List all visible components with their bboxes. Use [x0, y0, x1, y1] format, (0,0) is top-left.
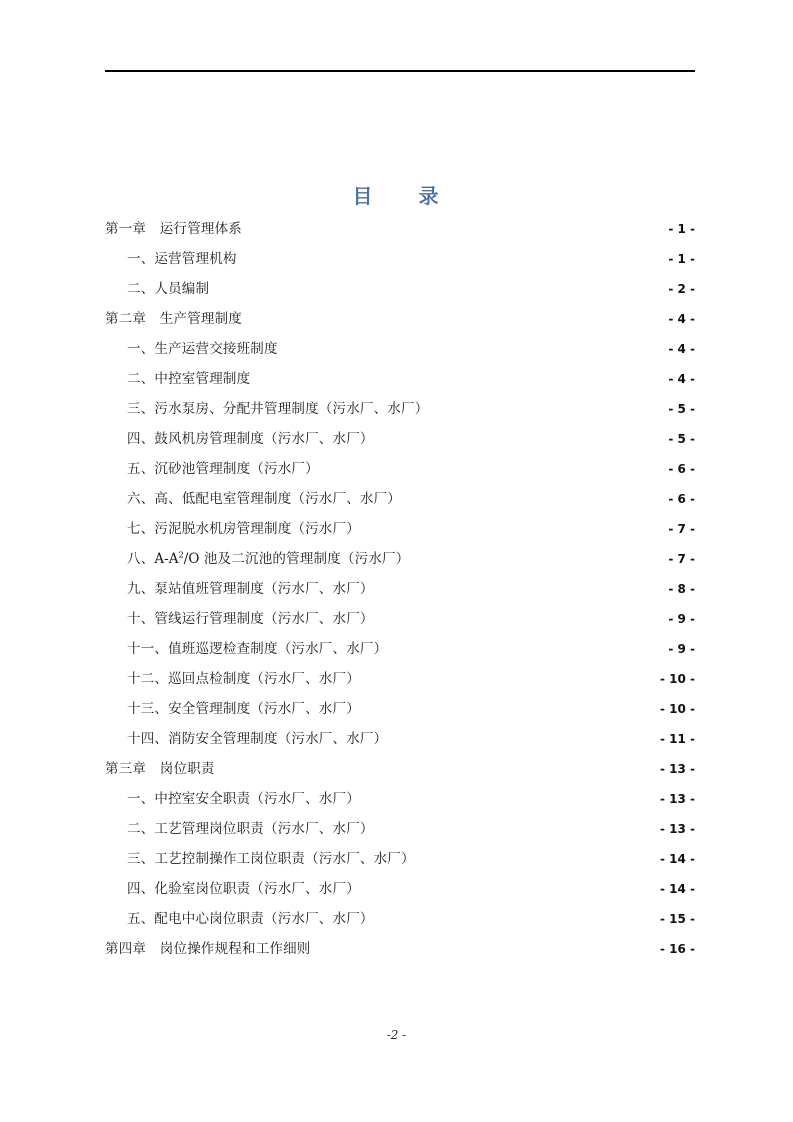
toc-leader-dots [216, 760, 659, 774]
toc-entry[interactable] [105, 904, 695, 934]
toc-entry-page-number: - 6 - [668, 462, 695, 476]
toc-leader-dots [388, 730, 659, 744]
toc-leader-dots [429, 400, 664, 414]
toc-entry-label: 八、$A-A^2/O$ 池及二沉池的管理制度（污水厂） [127, 549, 410, 567]
toc-entry[interactable] [105, 454, 695, 484]
toc-entry[interactable] [105, 754, 695, 784]
toc-leader-dots [375, 610, 664, 624]
toc-entry-label: 十、管线运行管理制度（污水厂、水厂） [127, 611, 374, 627]
toc-entry-label: 三、工艺控制操作工岗位职责（污水厂、水厂） [127, 851, 415, 867]
toc-leader-dots [375, 820, 659, 834]
toc-entry-page-number: - 14 - [659, 882, 695, 896]
toc-leader-dots [375, 910, 659, 924]
toc-entry[interactable] [105, 274, 695, 304]
toc-entry[interactable] [105, 394, 695, 424]
toc-entry-page-number: - 5 - [668, 432, 695, 446]
toc-entry-page-number: - 10 - [659, 672, 695, 686]
toc-entry-page-number: - 14 - [659, 852, 695, 866]
toc-entry[interactable] [105, 514, 695, 544]
toc-leader-dots [210, 280, 664, 294]
header-divider [105, 70, 695, 72]
toc-entry[interactable] [105, 364, 695, 394]
toc-entry-label: 一、运营管理机构 [127, 251, 237, 267]
toc-entry[interactable] [105, 694, 695, 724]
toc-leader-dots [238, 250, 664, 264]
toc-entry-label: 二、人员编制 [127, 281, 210, 297]
toc-entry[interactable] [105, 424, 695, 454]
toc-entry[interactable] [105, 634, 695, 664]
toc-entry[interactable] [105, 544, 695, 574]
toc-entry[interactable] [105, 934, 695, 964]
toc-entry-page-number: - 2 - [668, 282, 695, 296]
toc-entry-page-number: - 1 - [668, 222, 695, 236]
toc-entry-page-number: - 6 - [668, 492, 695, 506]
toc-entry-page-number: - 10 - [659, 702, 695, 716]
toc-entry-page-number: - 13 - [659, 822, 695, 836]
toc-entry[interactable] [105, 604, 695, 634]
toc-leader-dots [361, 520, 664, 534]
toc-leader-dots [375, 430, 664, 444]
toc-entry-label: 四、化验室岗位职责（污水厂、水厂） [127, 881, 360, 897]
toc-entry[interactable] [105, 874, 695, 904]
page-title: 目 录 [352, 184, 441, 208]
toc-entry-page-number: - 5 - [668, 402, 695, 416]
toc-entry-page-number: - 8 - [668, 582, 695, 596]
toc-entry-label: 十二、巡回点检制度（污水厂、水厂） [127, 671, 360, 687]
toc-entry-label: 二、中控室管理制度 [127, 371, 251, 387]
toc-entry-page-number: - 13 - [659, 792, 695, 806]
toc-entry-page-number: - 11 - [659, 732, 695, 746]
toc-entry-page-number: - 16 - [659, 942, 695, 956]
toc-entry-label: 二、工艺管理岗位职责（污水厂、水厂） [127, 821, 374, 837]
toc-entry-label: 第一章 运行管理体系 [105, 221, 242, 237]
toc-entry-page-number: - 4 - [668, 312, 695, 326]
toc-leader-dots [279, 340, 664, 354]
table-of-contents [105, 214, 695, 964]
toc-entry-label: 五、沉砂池管理制度（污水厂） [127, 461, 319, 477]
toc-entry[interactable] [105, 724, 695, 754]
toc-leader-dots [320, 460, 664, 474]
toc-entry[interactable] [105, 844, 695, 874]
toc-entry-label: 一、生产运营交接班制度 [127, 341, 278, 357]
toc-entry-label: 五、配电中心岗位职责（污水厂、水厂） [127, 911, 374, 927]
toc-leader-dots [410, 550, 664, 564]
toc-entry-label: 第二章 生产管理制度 [105, 311, 242, 327]
toc-entry-page-number: - 1 - [668, 252, 695, 266]
toc-leader-dots [402, 490, 664, 504]
toc-entry-label: 七、污泥脱水机房管理制度（污水厂） [127, 521, 360, 537]
toc-entry-page-number: - 9 - [668, 612, 695, 626]
toc-leader-dots [243, 220, 664, 234]
toc-leader-dots [243, 310, 664, 324]
toc-entry-page-number: - 7 - [668, 522, 695, 536]
toc-entry-label: 第四章 岗位操作规程和工作细则 [105, 941, 311, 957]
toc-entry[interactable] [105, 664, 695, 694]
toc-leader-dots [375, 580, 664, 594]
toc-entry-page-number: - 4 - [668, 342, 695, 356]
toc-entry-page-number: - 7 - [668, 552, 695, 566]
toc-leader-dots [312, 940, 659, 954]
toc-leader-dots [388, 640, 664, 654]
toc-entry-label: 四、鼓风机房管理制度（污水厂、水厂） [127, 431, 374, 447]
toc-entry[interactable] [105, 484, 695, 514]
toc-leader-dots [361, 670, 659, 684]
toc-entry-page-number: - 15 - [659, 912, 695, 926]
toc-entry[interactable] [105, 214, 695, 244]
toc-entry-page-number: - 13 - [659, 762, 695, 776]
toc-entry-label: 第三章 岗位职责 [105, 761, 215, 777]
toc-entry-label: 九、泵站值班管理制度（污水厂、水厂） [127, 581, 374, 597]
toc-entry[interactable] [105, 784, 695, 814]
toc-entry-label: 一、中控室安全职责（污水厂、水厂） [127, 791, 360, 807]
toc-entry-label: 十一、值班巡逻检查制度（污水厂、水厂） [127, 641, 388, 657]
toc-leader-dots [361, 700, 659, 714]
toc-entry-label: 十三、安全管理制度（污水厂、水厂） [127, 701, 360, 717]
toc-entry-label: 六、高、低配电室管理制度（污水厂、水厂） [127, 491, 401, 507]
toc-entry-label: 十四、消防安全管理制度（污水厂、水厂） [127, 731, 388, 747]
toc-leader-dots [251, 370, 664, 384]
toc-leader-dots [361, 880, 659, 894]
toc-entry[interactable] [105, 304, 695, 334]
toc-entry[interactable] [105, 814, 695, 844]
footer-page-number: -2 - [386, 1028, 407, 1042]
toc-entry-page-number: - 9 - [668, 642, 695, 656]
toc-entry-label: 三、污水泵房、分配井管理制度（污水厂、水厂） [127, 401, 429, 417]
toc-leader-dots [416, 850, 659, 864]
toc-entry-page-number: - 4 - [668, 372, 695, 386]
toc-entry[interactable] [105, 574, 695, 604]
toc-entry[interactable] [105, 334, 695, 364]
toc-entry[interactable] [105, 244, 695, 274]
toc-leader-dots [361, 790, 659, 804]
